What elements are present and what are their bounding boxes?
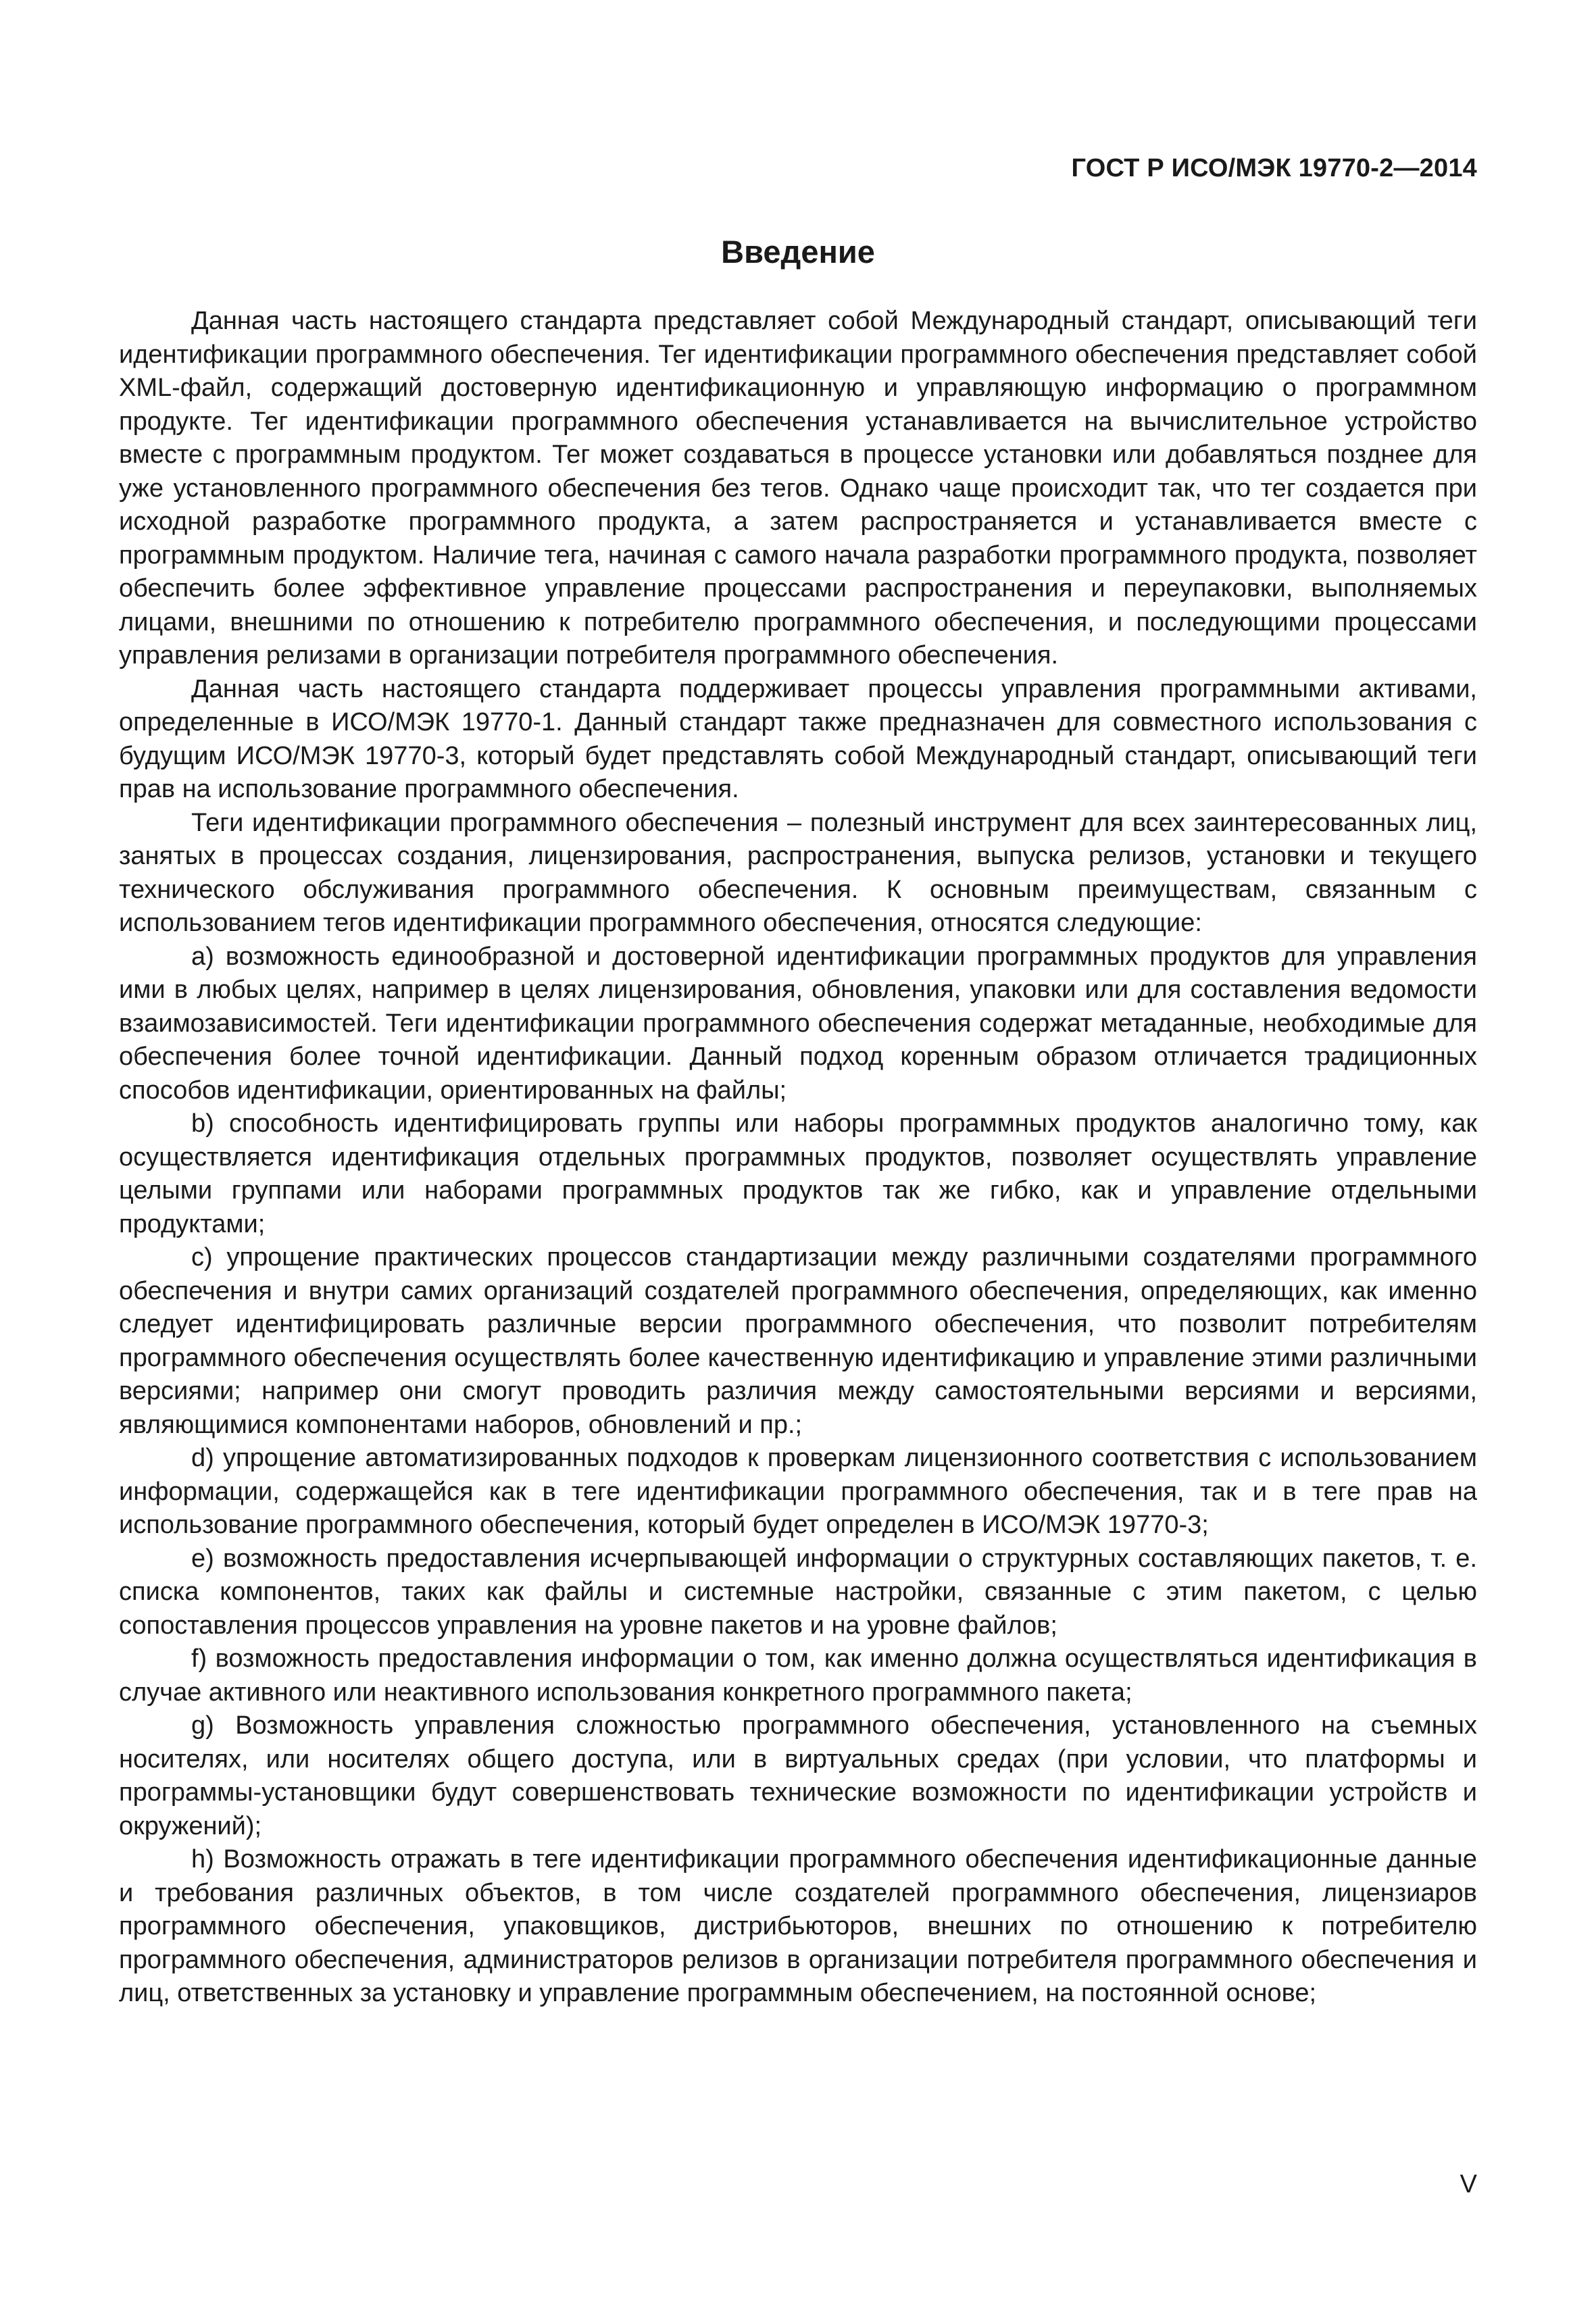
list-item-c: c) упрощение практических процессов стандартизации между различными создателями программного обеспечения и внутри самих организаций создателей программного обеспечения, определяющих, как именно следует идентифицировать различные версии программного обеспечения, что позволит потребителям программного обеспечения осуществлять более качественную идентификацию и управление этими различными версиями; например они смогут проводить различия между самостоятельными версиями и версиями, являющимися компонентами наборов, обновлений и пр.; — [119, 1243, 1477, 1439]
list-item-a: a) возможность единообразной и достоверной идентификации программных продуктов для управления ими в любых целях, например в целях лицензирования, обновления, упаковки или для составления ведомости взаимозависимостей. Теги идентификации программного обеспечения содержат метаданные, необходимые для обеспечения более точной идентификации. Данный подход коренным образом отличается традиционных способов идентификации, ориентированных на файлы; — [119, 942, 1477, 1105]
list-item-d: d) упрощение автоматизированных подходов к проверкам лицензионного соответствия с использованием информации, содержащейся как в теге идентификации программного обеспечения, так и в теге прав на использование программного обеспечения, который будет определен в ИСО/МЭК 19770-3; — [119, 1444, 1477, 1539]
list-item-e: e) возможность предоставления исчерпывающей информации о структурных составляющих пакетов, т. е. списка компонентов, таких как файлы и системные настройки, связанные с этим пакетом, с целью сопоставления процессов управления на уровне пакетов и на уровне файлов; — [119, 1544, 1477, 1640]
paragraph-benefits-lead: Теги идентификации программного обеспечения – полезный инструмент для всех заинтересованных лиц, занятых в процессах создания, лицензирования, распространения, выпуска релизов, установки и текущего технического обслуживания программного обеспечения. К основным преимуществам, связанным с использованием тегов идентификации программного обеспечения, относятся следующие: — [119, 808, 1477, 937]
list-item-f: f) возможность предоставления информации о том, как именно должна осуществляться идентификация в случае активного или неактивного использования конкретного программного пакета; — [119, 1644, 1477, 1707]
paragraph-support: Данная часть настоящего стандарта поддерживает процессы управления программными активами, определенные в ИСО/МЭК 19770-1. Данный стандарт также предназначен для совместного использования с будущим ИСО/МЭК 19770-3, который будет представлять собой Международный стандарт, описывающий теги прав на использование программного обеспечения. — [119, 674, 1477, 803]
list-item-h: h) Возможность отражать в теге идентификации программного обеспечения идентификационные данные и требования различных объектов, в том числе создателей программного обеспечения, лицензиаров программного обеспечения, упаковщиков, дистрибьюторов, внешних по отношению к потребителю программного обеспечения, администраторов релизов в организации потребителя программного обеспечения и лиц, ответственных за установку и управление программным обеспечением, на постоянной основе; — [119, 1845, 1477, 2007]
section-title: Введение — [721, 234, 875, 270]
document-code-header: ГОСТ Р ИСО/МЭК 19770-2—2014 — [1071, 154, 1477, 182]
list-item-b: b) способность идентифицировать группы или наборы программных продуктов аналогично тому, как осуществляется идентификация отдельных программных продуктов, позволяет осуществлять управление целыми группами или наборами программных продуктов так же гибко, как и управление отдельными продуктами; — [119, 1109, 1477, 1238]
body-text — [119, 305, 1477, 2011]
paragraph-intro: Данная часть настоящего стандарта представляет собой Международный стандарт, описывающий теги идентификации программного обеспечения. Тег идентификации программного обеспечения представляет собой XML-файл, содержащий достоверную идентификационную и управляющую информацию о программном продукте. Тег идентификации программного обеспечения устанавливается на вычислительное устройство вместе с программным продуктом. Тег может создаваться в процессе установки или добавляться позднее для уже установленного программного обеспечения без тегов. Однако чаще происходит так, что тег создается при исходной разработке программного продукта, а затем распространяется и устанавливается вместе с программным продуктом. Наличие тега, начиная с самого начала разработки программного продукта, позволяет обеспечить более эффективное управление процессами распространения и переупаковки, выполняемых лицами, внешними по отношению к потребителю программного обеспечения, и последующими процессами управления релизами в организации потребителя программного обеспечения. — [119, 307, 1477, 670]
list-item-g: g) Возможность управления сложностью программного обеспечения, установленного на съемных носителях, или носителях общего доступа, или в виртуальных средах (при условии, что платформы и программы-установщики будут совершенствовать технические возможности по идентификации устройств и окружений); — [119, 1711, 1477, 1840]
page-number: V — [1460, 2170, 1477, 2198]
